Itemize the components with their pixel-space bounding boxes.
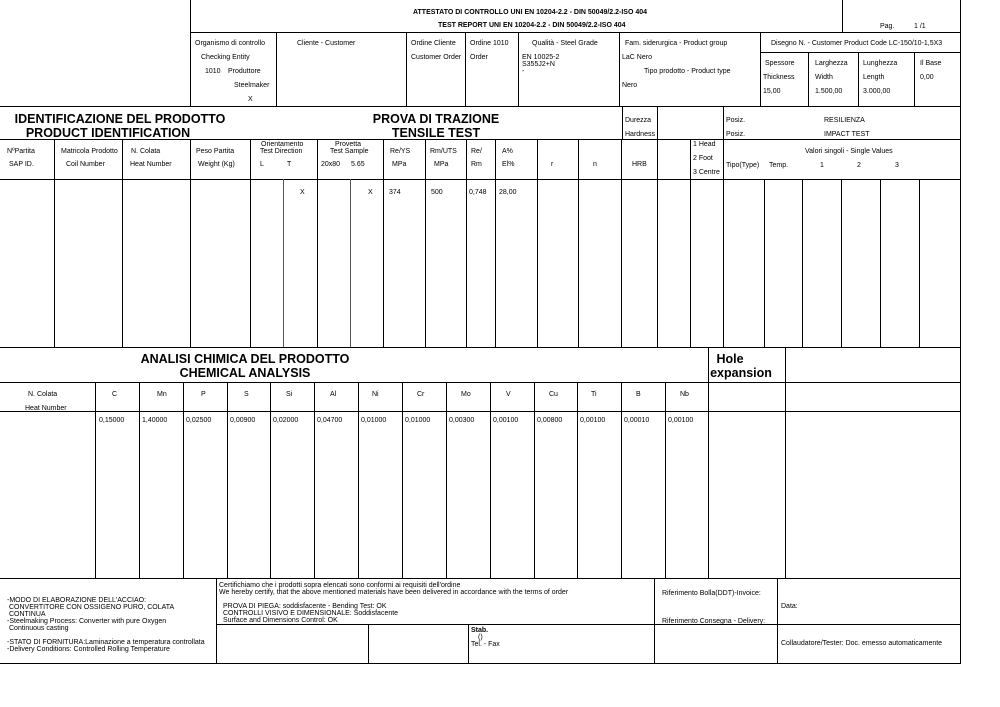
col-gauge: 5.65: [351, 161, 365, 168]
hole-expansion-title-en: expansion: [710, 366, 772, 380]
tensile-rm-value: 500: [431, 189, 443, 196]
tester-label: Collaudatore/Tester: Doc. emesso automaticamente: [781, 640, 943, 647]
delivery-conditions-line-2: -Delivery Conditions: Controlled Rolling Temperature: [7, 646, 170, 653]
steelmaking-line-1: -MODO DI ELABORAZIONE DELL'ACCIAO:: [7, 597, 147, 604]
chem-value-ni: 0,01000: [361, 417, 387, 424]
col-weight: Weight (Kg): [198, 161, 235, 168]
col-elongation: A%: [502, 148, 513, 155]
thickness-value: 15,00: [763, 88, 781, 95]
width-label: Larghezza: [815, 60, 848, 67]
delivery-reference-label: Riferimento Consegna - Delivery:: [662, 618, 766, 625]
col-sap-id: SAP ID.: [9, 161, 34, 168]
col-ratio: Re/: [471, 148, 482, 155]
col-colata: N. Colata: [131, 148, 161, 155]
steelmaking-line-4: -Steelmaking Process: Converter with pure Oxygen: [7, 618, 167, 625]
product-identification-title-en: PRODUCT IDENTIFICATION: [25, 126, 191, 140]
col-value-2: 2: [857, 162, 861, 169]
customer-order-label-en: Customer Order: [411, 54, 462, 61]
chem-element-cr: Cr: [417, 391, 425, 398]
invoice-reference-label: Riferimento Bolla(DDT)-Invoice:: [662, 590, 761, 597]
length-value: 3.000,00: [863, 88, 891, 95]
col-re-ys: Re/YS: [390, 148, 411, 155]
col-ratio-rm: Rm: [471, 161, 482, 168]
chem-element-mo: Mo: [461, 391, 471, 398]
col-value-3: 3: [895, 162, 899, 169]
col-elongation-en: El%: [502, 161, 515, 168]
col-heat-number: Heat Number: [130, 161, 172, 168]
position-foot: 2 Foot: [693, 155, 713, 162]
chem-value-mn: 1,40000: [142, 417, 168, 424]
chem-element-mn: Mn: [157, 391, 167, 398]
col-provetta: Provetta: [335, 141, 362, 148]
col-r: r: [551, 161, 554, 168]
width-label-en: Width: [815, 74, 833, 81]
chem-element-p: P: [201, 391, 206, 398]
chem-element-v: V: [506, 391, 511, 398]
tensile-test-title-it: PROVA DI TRAZIONE: [372, 112, 500, 126]
tensile-test-title-en: TENSILE TEST: [391, 126, 481, 140]
length-label-en: Length: [863, 74, 885, 81]
position-label-1: Posiz.: [726, 117, 746, 124]
customer-order-label-it: Ordine Cliente: [411, 40, 456, 47]
delivery-conditions-line-1: -STATO DI FORNITURA:Laminazione a temperatura controllata: [7, 639, 205, 646]
plant-value: (): [478, 634, 483, 641]
hardness-label-it: Durezza: [625, 117, 652, 124]
visual-control-en: Surface and Dimensions Control: OK: [223, 617, 338, 624]
chem-element-ti: Ti: [591, 391, 597, 398]
chem-value-mo: 0,00300: [449, 417, 475, 424]
chem-value-cu: 0,00800: [537, 417, 563, 424]
chem-element-ni: Ni: [372, 391, 379, 398]
hardness-label-en: Hardness: [625, 131, 655, 138]
steel-grade-label: Qualità - Steel Grade: [532, 40, 598, 47]
checking-entity-label: Checking Entity: [201, 54, 250, 61]
phone-fax-label: Tel. - Fax: [471, 641, 500, 648]
chem-value-c: 0,15000: [99, 417, 125, 424]
col-size: 20x80: [321, 161, 341, 168]
single-values-label: Valori singoli - Single Values: [805, 148, 893, 155]
thickness-label: Spessore: [765, 60, 795, 67]
customer-label: Cliente - Customer: [297, 40, 356, 47]
tensile-gauge-mark: X: [368, 189, 373, 196]
chem-heat-label: N. Colata: [28, 391, 58, 398]
chem-value-si: 0,02000: [273, 417, 299, 424]
steel-grade-standard: EN 10025-2: [522, 54, 560, 61]
chem-element-cu: Cu: [549, 391, 558, 398]
col-coil-number: Coil Number: [66, 161, 105, 168]
col-t: T: [287, 161, 292, 168]
steelmaking-line-5: Continuous casting: [9, 625, 69, 632]
col-rm-uts-unit: MPa: [434, 161, 449, 168]
tensile-elongation-value: 28,00: [499, 189, 517, 196]
col-hrb: HRB: [632, 161, 647, 168]
chem-element-al: Al: [330, 391, 337, 398]
position-label-2: Posiz.: [726, 131, 746, 138]
col-orientation: Orientamento: [261, 141, 304, 148]
col-re-ys-unit: MPa: [392, 161, 407, 168]
date-label: Data:: [781, 603, 798, 610]
product-group-value: LaC Nero: [622, 54, 652, 61]
col-test-sample: Test Sample: [330, 148, 369, 155]
base-value: 0,00: [920, 74, 934, 81]
steel-grade-value: S355J2+N: [522, 61, 555, 68]
chem-element-s: S: [244, 391, 249, 398]
chem-element-nb: Nb: [680, 391, 689, 398]
col-peso: Peso Partita: [196, 148, 235, 155]
page-label: Pag.: [880, 23, 895, 30]
producer-label: Produttore: [228, 68, 261, 75]
position-head: 1 Head: [693, 141, 716, 148]
chem-value-ti: 0,00100: [580, 417, 606, 424]
impact-test-title-it: RESILIENZA: [824, 117, 865, 124]
impact-test-title-en: IMPACT TEST: [824, 131, 870, 138]
org-mark: X: [248, 96, 253, 103]
tensile-t-mark: X: [300, 189, 305, 196]
col-type: Tipo(Type): [726, 162, 760, 169]
position-centre: 3 Centre: [693, 169, 720, 176]
chem-element-b: B: [636, 391, 641, 398]
col-partita: NºPartita: [7, 148, 35, 155]
product-group-label: Fam. siderurgica - Product group: [625, 40, 728, 47]
col-n: n: [593, 161, 597, 168]
chem-element-c: C: [112, 391, 118, 398]
certification-it: Certifichiamo che i prodotti sopra elencati sono conformi ai requisiti dell'ordine: [219, 582, 461, 589]
chem-value-cr: 0,01000: [405, 417, 431, 424]
tensile-ratio-value: 0,748: [469, 189, 487, 196]
chem-value-al: 0,04700: [317, 417, 343, 424]
steel-grade-extra: -: [522, 68, 525, 75]
chem-value-b: 0,00010: [624, 417, 650, 424]
product-type-label: Tipo prodotto - Product type: [644, 68, 731, 75]
col-matricola: Matricola Prodotto: [61, 148, 118, 155]
length-label: Lunghezza: [863, 60, 898, 67]
chem-heat-label-en: Heat Number: [25, 405, 67, 412]
chem-value-s: 0,00900: [230, 417, 256, 424]
steelmaking-line-2: CONVERTITORE CON OSSIGENO PURO, COLATA: [9, 604, 175, 611]
width-value: 1.500,00: [815, 88, 843, 95]
steelmaker-label: Steelmaker: [234, 82, 270, 89]
org-label: Organismo di controllo: [195, 40, 266, 47]
page-number: 1 /1: [914, 23, 926, 30]
col-temp: Temp.: [769, 162, 789, 169]
order-label: Order: [470, 54, 488, 61]
visual-control-it: CONTROLLI VISIVO E DIMENSIONALE: Soddisfacente: [223, 610, 399, 617]
chem-element-si: Si: [286, 391, 293, 398]
col-l: L: [260, 161, 264, 168]
thickness-label-en: Thickness: [763, 74, 795, 81]
report-title-en: TEST REPORT UNI EN 10204-2.2 - DIN 50049/2.2-ISO 404: [438, 22, 626, 29]
order-number-label: Ordine 1010: [470, 40, 509, 47]
steelmaking-line-3: CONTINUA: [9, 611, 46, 618]
chem-value-nb: 0,00100: [668, 417, 694, 424]
product-type-value: Nero: [622, 82, 638, 89]
product-identification-title-it: IDENTIFICAZIONE DEL PRODOTTO: [14, 112, 226, 126]
bending-test: PROVA DI PIEGA: soddisfacente - Bending Test: OK: [223, 603, 387, 610]
certification-en: We hereby certify, that the above mentioned materials have been delivered in accordance with the terms of order: [219, 589, 569, 596]
base-label: Il Base: [920, 60, 942, 67]
drawing-code-label: Disegno N. - Customer Product Code LC-150/10-1,5X3: [771, 40, 943, 47]
chemical-analysis-title-en: CHEMICAL ANALYSIS: [179, 366, 311, 380]
col-value-1: 1: [820, 162, 824, 169]
chemical-analysis-title-it: ANALISI CHIMICA DEL PRODOTTO: [140, 352, 350, 366]
col-test-direction: Test Direction: [260, 148, 303, 155]
org-code: 1010: [205, 68, 221, 75]
report-title-it: ATTESTATO DI CONTROLLO UNI EN 10204-2.2 - DIN 50049/2.2-ISO 404: [413, 9, 648, 16]
tensile-re-value: 374: [389, 189, 401, 196]
plant-label: Stab.: [471, 627, 489, 634]
col-rm-uts: Rm/UTS: [430, 148, 457, 155]
chem-value-v: 0,00100: [493, 417, 519, 424]
chem-value-p: 0,02500: [186, 417, 212, 424]
hole-expansion-title: Hole: [716, 352, 744, 366]
